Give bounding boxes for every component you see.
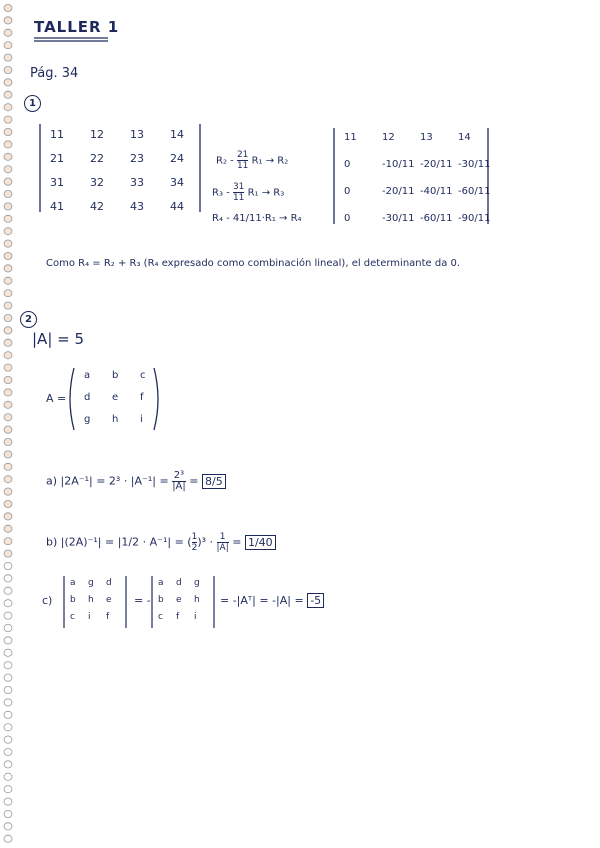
matrix-cell: b	[112, 370, 119, 381]
part-a-expression: |2A⁻¹| = 2³ · |A⁻¹| =	[60, 474, 169, 488]
matrix-A-label: A =	[46, 392, 67, 405]
matrix-cell: i	[88, 612, 91, 622]
binding-ring	[4, 104, 12, 111]
matrix-cell: 43	[130, 200, 144, 213]
part-a-result: 8/5	[202, 474, 226, 489]
matrix-cell: 41	[50, 200, 64, 213]
given-determinant: |A| = 5	[32, 330, 85, 348]
matrix-cell: d	[176, 578, 182, 588]
binding-ring	[4, 587, 12, 594]
binding-ring	[4, 649, 12, 656]
part-c-tail: = -|Aᵀ| = -|A| =	[220, 594, 304, 607]
part-a-fraction	[172, 471, 186, 492]
binding-ring	[4, 562, 12, 569]
exercise-1-conclusion: Como R₄ = R₂ + R₃ (R₄ expresado como combinación lineal), el determinante da 0.	[46, 258, 461, 269]
binding-ring	[4, 835, 12, 842]
part-b-num: 1	[191, 532, 198, 542]
binding-ring	[4, 240, 12, 247]
binding-ring	[4, 91, 12, 98]
binding-ring	[4, 674, 12, 681]
binding-ring	[4, 277, 12, 284]
binding-ring	[4, 401, 12, 408]
binding-ring	[4, 252, 12, 259]
matrix-cell: a	[158, 578, 164, 588]
binding-ring	[4, 761, 12, 768]
part-b: b) |(2A)⁻¹| = |1/2 · A⁻¹| = ( $\frac{1}{2}$ )³ · $\frac{1}{|A|}$ = 1/40	[46, 532, 276, 553]
binding-ring	[4, 724, 12, 731]
binding-ring	[4, 153, 12, 160]
matrix-cell: 44	[170, 200, 184, 213]
matrix-cell: g	[88, 578, 94, 588]
binding-ring	[4, 488, 12, 495]
matrix-cell: d	[106, 578, 112, 588]
binding-ring	[4, 166, 12, 173]
binding-ring	[4, 451, 12, 458]
binding-ring	[4, 624, 12, 631]
part-b-fraction-2	[217, 532, 229, 553]
part-b-result: 1/40	[245, 535, 276, 550]
matrix-cell: h	[112, 414, 119, 425]
matrix-cell: -10/11	[382, 159, 415, 170]
part-b-den: 2	[191, 543, 198, 553]
row-op-2-left: R₃ -	[212, 187, 230, 199]
binding-ring	[4, 290, 12, 297]
matrix-cell: a	[84, 370, 91, 381]
binding-ring	[4, 178, 12, 185]
binding-ring	[4, 786, 12, 793]
matrix-cell: i	[140, 414, 143, 425]
binding-ring	[4, 600, 12, 607]
binding-ring	[4, 426, 12, 433]
binding-ring	[4, 215, 12, 222]
part-c-result: -5	[307, 593, 324, 608]
matrix-cell: e	[112, 392, 119, 403]
binding-ring	[4, 575, 12, 582]
binding-ring	[4, 414, 12, 421]
binding-ring	[4, 538, 12, 545]
part-a-num: 2³	[173, 470, 185, 481]
binding-ring	[4, 686, 12, 693]
binding-ring	[4, 376, 12, 383]
binding-ring	[4, 476, 12, 483]
binding-ring	[4, 128, 12, 135]
row-op-1-left: R₂ -	[216, 155, 234, 167]
matrix-cell: -40/11	[420, 186, 453, 197]
matrix-cell: e	[176, 595, 182, 605]
matrix-cell: g	[84, 414, 91, 425]
row-op-2-den: 11	[232, 193, 245, 203]
matrix-cell: 0	[344, 213, 351, 224]
row-op-1-fraction	[237, 150, 248, 171]
matrix-cell: i	[194, 612, 197, 622]
part-c-label: c)	[42, 594, 53, 607]
matrix-cell: 13	[420, 132, 433, 143]
matrix-cell: 14	[458, 132, 471, 143]
row-op-1	[216, 150, 288, 171]
part-b-expression-1: |(2A)⁻¹| = |1/2 · A⁻¹| = (	[60, 535, 192, 549]
spiral-binding	[0, 0, 16, 848]
matrix-cell: 23	[130, 152, 144, 165]
matrix-cell: d	[84, 392, 91, 403]
part-b-label: b)	[46, 535, 58, 549]
binding-ring	[4, 662, 12, 669]
matrix-cell: -20/11	[382, 186, 415, 197]
matrix-cell: -60/11	[458, 186, 491, 197]
matrix-cell: e	[106, 595, 112, 605]
binding-ring	[4, 736, 12, 743]
matrix-cell: f	[176, 612, 180, 622]
matrix-cell: 11	[344, 132, 357, 143]
matrix-cell: -30/11	[382, 213, 415, 224]
binding-ring	[4, 190, 12, 197]
matrix-cell: a	[70, 578, 76, 588]
binding-ring	[4, 364, 12, 371]
matrix-cell: b	[158, 595, 164, 605]
page-title: TALLER 1	[34, 18, 120, 36]
matrix-cell: f	[106, 612, 110, 622]
binding-ring	[4, 810, 12, 817]
part-b-den-2: |A|	[216, 543, 229, 553]
matrix-cell: 31	[50, 176, 64, 189]
binding-ring	[4, 699, 12, 706]
matrix-cell: -30/11	[458, 159, 491, 170]
matrix-cell: f	[140, 392, 144, 403]
binding-ring	[4, 54, 12, 61]
matrix-cell: 42	[90, 200, 104, 213]
binding-ring	[4, 203, 12, 210]
matrix-cell: 32	[90, 176, 104, 189]
matrix-cell: h	[88, 595, 94, 605]
part-c-expression	[220, 594, 324, 607]
exercise-1-number: 1	[24, 95, 41, 112]
matrix-cell: 12	[382, 132, 395, 143]
binding-ring	[4, 525, 12, 532]
binding-ring	[4, 302, 12, 309]
matrix-cell: c	[70, 612, 75, 622]
matrix-cell: -90/11	[458, 213, 491, 224]
binding-ring	[4, 748, 12, 755]
binding-ring	[4, 327, 12, 334]
binding-ring	[4, 265, 12, 272]
matrix-cell: 11	[50, 128, 64, 141]
matrix-cell: 14	[170, 128, 184, 141]
binding-ring	[4, 339, 12, 346]
binding-ring	[4, 463, 12, 470]
row-op-2-fraction	[233, 182, 244, 203]
binding-ring	[4, 352, 12, 359]
binding-ring	[4, 637, 12, 644]
matrix-cell: 21	[50, 152, 64, 165]
title-underline	[34, 36, 114, 44]
matrix-cell: -60/11	[420, 213, 453, 224]
row-op-2-num: 31	[232, 182, 245, 192]
binding-ring	[4, 228, 12, 235]
binding-ring	[4, 773, 12, 780]
binding-ring	[4, 798, 12, 805]
part-a-label: a)	[46, 474, 58, 488]
binding-ring	[4, 17, 12, 24]
matrix-cell: c	[140, 370, 146, 381]
matrix-cell: -20/11	[420, 159, 453, 170]
row-op-2-right: R₁ → R₃	[247, 187, 285, 199]
binding-ring	[4, 79, 12, 86]
binding-ring	[4, 612, 12, 619]
part-b-expression-2: )³ ·	[197, 535, 214, 549]
row-op-1-num: 21	[236, 150, 249, 160]
matrix-cell: b	[70, 595, 76, 605]
binding-ring	[4, 141, 12, 148]
part-a-den: |A|	[172, 481, 186, 492]
matrix-cell: g	[194, 578, 200, 588]
matrix-cell: 34	[170, 176, 184, 189]
page-reference: Pág. 34	[30, 66, 79, 81]
binding-ring	[4, 823, 12, 830]
matrix-cell: 0	[344, 159, 351, 170]
exercise-2-number: 2	[20, 311, 37, 328]
binding-ring	[4, 42, 12, 49]
part-b-num-2: 1	[217, 532, 229, 543]
binding-ring	[4, 66, 12, 73]
binding-ring	[4, 4, 12, 11]
binding-ring	[4, 389, 12, 396]
binding-ring	[4, 438, 12, 445]
matrix-cell: 0	[344, 186, 351, 197]
row-op-2	[212, 182, 284, 203]
binding-ring	[4, 314, 12, 321]
row-op-3: R₄ - 41/11·R₁ → R₄	[212, 213, 302, 224]
part-c-mid: = -	[134, 594, 151, 607]
binding-ring	[4, 550, 12, 557]
binding-ring	[4, 116, 12, 123]
binding-ring	[4, 711, 12, 718]
matrix-cell: h	[194, 595, 200, 605]
matrix-cell: 22	[90, 152, 104, 165]
matrix-cell: 33	[130, 176, 144, 189]
matrix-cell: 24	[170, 152, 184, 165]
binding-ring	[4, 29, 12, 36]
row-op-1-den: 11	[236, 161, 249, 171]
binding-ring	[4, 500, 12, 507]
matrix-cell: 12	[90, 128, 104, 141]
matrix-cell: 13	[130, 128, 144, 141]
matrix-cell: c	[158, 612, 163, 622]
row-op-1-right: R₁ → R₂	[251, 155, 289, 167]
part-a: a) |2A⁻¹| = 2³ · |A⁻¹| = $\frac{\text{2³}}{|A|}$ = 8/5	[46, 471, 226, 492]
binding-ring	[4, 513, 12, 520]
